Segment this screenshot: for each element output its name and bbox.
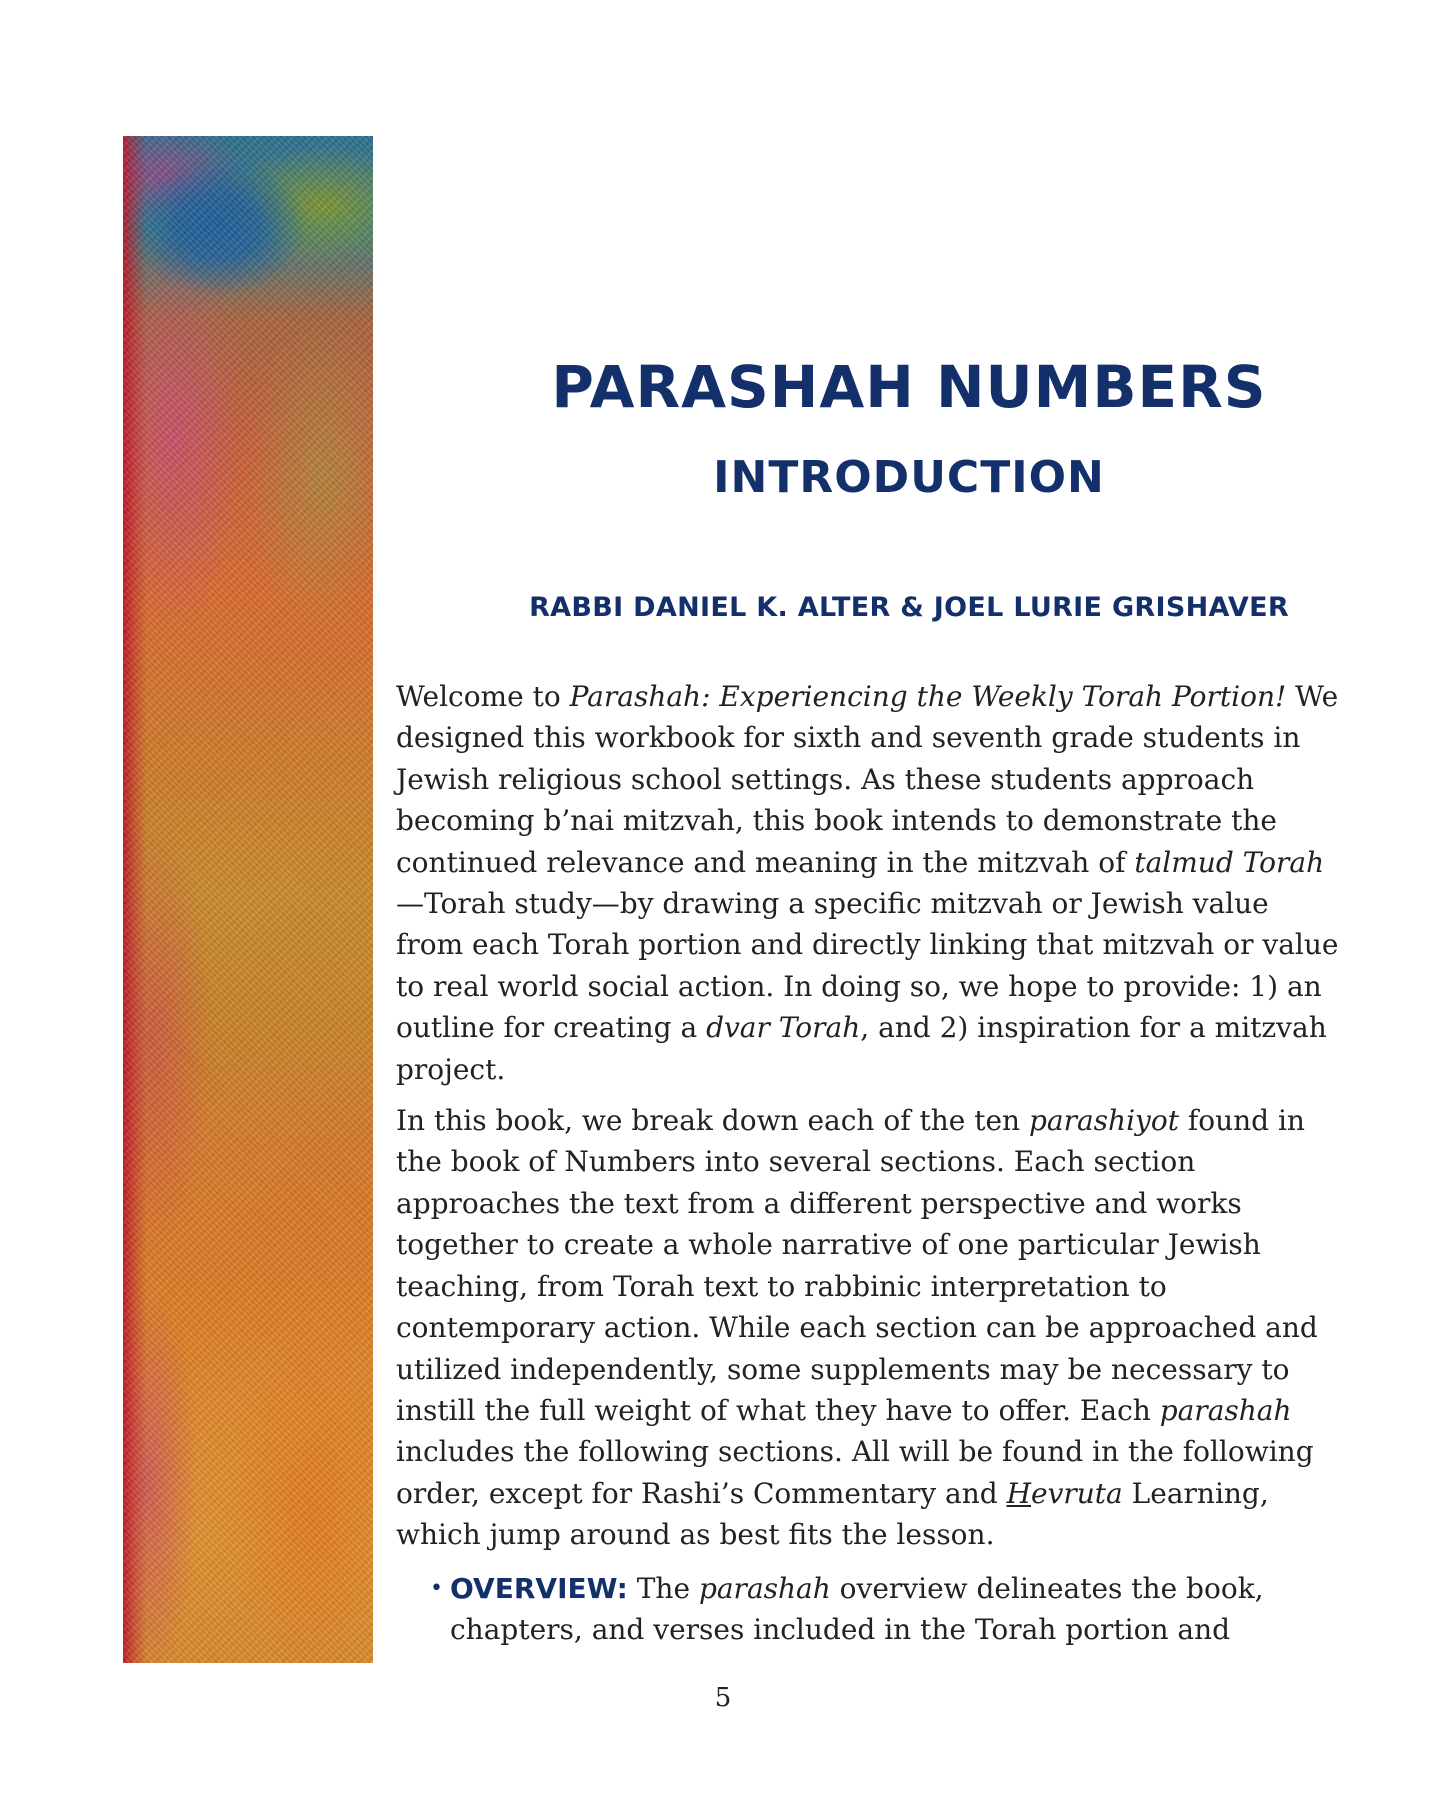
text-span: found in the book of Numbers into several sections. Each section approaches the text from a different perspective and works together to create a whole narrative of one particular Jewish teaching, from Torah text to rabbinic interpretation to contemporary action. While each section can be approached and utilized independently, some supplements may be necessary to instill the full weight of what they have to offer. Each [396,1104,1318,1427]
body-text [396,676,1340,1650]
text-span: overview delineates the book, chapters, and verses included in the Torah portion and [450,1571,1264,1646]
page-number: 5 [714,1683,732,1713]
term-parashah: parashah [1159,1393,1292,1427]
text-span: The [627,1571,699,1605]
list-item-overview [430,1568,1340,1651]
text-span: , and 2) inspiration for a mitzvah project. [396,1011,1327,1086]
term-dvar-torah: dvar Torah [706,1011,861,1045]
term-talmud-torah: talmud Torah [1134,845,1325,879]
term-hevruta [1007,1477,1123,1510]
text-span: In this book, we break down each of the ten [396,1104,1029,1138]
text-span: Learning, which jump around as best fits the lesson. [396,1476,1269,1552]
text-span: —Torah study—by drawing a specific mitzvah or Jewish value from each Torah portion and directly linking that mitzvah or value to real world social action. In doing so, we hope to provide: 1) an outline for creating a [396,887,1339,1045]
paragraph-sections [396,1100,1340,1555]
text-span: Welcome to [396,680,570,713]
bullet-dot-icon: • [430,1575,443,1601]
page-title: PARASHAH NUMBERS [551,353,1267,421]
term-parashiyot: parashiyot [1028,1104,1179,1138]
term-parashah: parashah [698,1571,831,1605]
term-hevruta-h: H [1006,1476,1031,1510]
text-span: includes the following sections. All will be found in the following order, except for Rashi’s Commentary and [396,1435,1314,1510]
page-subtitle: INTRODUCTION [713,452,1105,503]
bullet-label: OVERVIEW: [450,1571,628,1605]
term-hevruta-rest: evruta [1031,1476,1123,1510]
authors-line: RABBI DANIEL K. ALTER & JOEL LURIE GRISHAVER [529,592,1289,623]
text-span: We designed this workbook for sixth and seventh grade students in Jewish religious school settings. As these students approach becoming b’nai mitzvah, this book intends to demonstrate the continued relevance and meaning in the mitzvah of [396,680,1339,879]
paragraph-welcome [396,676,1340,1090]
decorative-watercolor-strip [123,136,373,1663]
book-title-italic: Parashah: Experiencing the Weekly Torah Portion! [569,680,1287,713]
